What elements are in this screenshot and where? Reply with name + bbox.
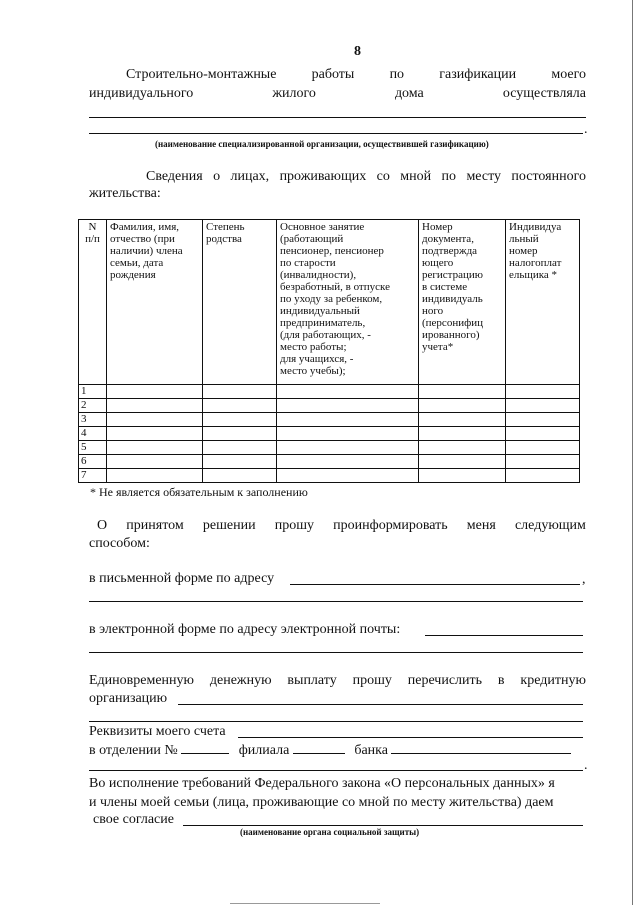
word: следующим bbox=[514, 518, 586, 533]
row-number: 6 bbox=[79, 455, 107, 469]
consent-line-1: Во исполнение требований Федерального закона «О персональных данных» я bbox=[89, 776, 555, 791]
word: прошу bbox=[352, 673, 392, 688]
word: со bbox=[376, 169, 390, 184]
cell-full-name[interactable] bbox=[107, 441, 203, 455]
column-header-full-name: Фамилия, имя, отчество (при наличии) члена семьи, дата рождения bbox=[107, 220, 203, 385]
scan-bottom-line bbox=[230, 903, 380, 904]
filial-label: филиала bbox=[238, 743, 290, 758]
payment-line-2: организацию bbox=[89, 691, 168, 706]
column-header-inn: Индивидуа льный номер налогоплат ельщика * bbox=[506, 220, 580, 385]
row-number: 3 bbox=[79, 413, 107, 427]
word: лицах, bbox=[230, 169, 270, 184]
word: в bbox=[497, 673, 505, 688]
cell-occupation[interactable] bbox=[277, 399, 419, 413]
table-row bbox=[79, 413, 580, 427]
cell-inn[interactable] bbox=[506, 455, 580, 469]
credit-organization-field[interactable] bbox=[178, 704, 583, 705]
cell-occupation[interactable] bbox=[277, 469, 419, 483]
cell-relationship[interactable] bbox=[203, 455, 277, 469]
word: осуществляла bbox=[502, 86, 586, 101]
cell-inn[interactable] bbox=[506, 427, 580, 441]
column-header-relationship: Степень родства bbox=[203, 220, 277, 385]
word: меня bbox=[466, 518, 496, 533]
cell-document[interactable] bbox=[419, 427, 506, 441]
word: проживающих bbox=[279, 169, 367, 184]
word: жилого bbox=[272, 86, 316, 101]
notification-line-1 bbox=[97, 518, 586, 534]
word: дома bbox=[394, 86, 424, 101]
column-header-number: N п/п bbox=[79, 220, 107, 385]
cell-full-name[interactable] bbox=[107, 385, 203, 399]
cell-full-name[interactable] bbox=[107, 455, 203, 469]
word: проинформировать bbox=[333, 518, 448, 533]
bank-label: банка bbox=[354, 743, 388, 758]
bank-details-field-2[interactable] bbox=[89, 770, 583, 771]
word: по bbox=[389, 67, 405, 82]
row-number: 5 bbox=[79, 441, 107, 455]
word: решении bbox=[202, 518, 256, 533]
cell-relationship[interactable] bbox=[203, 469, 277, 483]
cell-document[interactable] bbox=[419, 399, 506, 413]
written-address-label: в письменной форме по адресу bbox=[89, 571, 275, 586]
residents-heading-line-2: жительства: bbox=[89, 186, 161, 201]
word: О bbox=[97, 518, 108, 533]
cell-occupation[interactable] bbox=[277, 441, 419, 455]
word: Сведения bbox=[146, 169, 203, 184]
comma-mark: , bbox=[582, 572, 586, 587]
word: работы bbox=[311, 67, 355, 82]
word: моего bbox=[551, 67, 586, 82]
word: выплату bbox=[287, 673, 337, 688]
table-footnote: * Не является обязательным к заполнению bbox=[90, 485, 308, 499]
table-row bbox=[79, 469, 580, 483]
cell-full-name[interactable] bbox=[107, 427, 203, 441]
payment-line-1 bbox=[89, 673, 586, 689]
word: мной bbox=[400, 169, 432, 184]
cell-inn[interactable] bbox=[506, 399, 580, 413]
table-row bbox=[79, 399, 580, 413]
branch-label: в отделении № bbox=[89, 743, 178, 758]
word: перечислить bbox=[407, 673, 483, 688]
cell-inn[interactable] bbox=[506, 441, 580, 455]
scan-edge-line bbox=[632, 0, 633, 905]
email-field-2[interactable] bbox=[89, 652, 583, 653]
consent-line-2: и члены моей семьи (лица, проживающие со мной по месту жительства) даем bbox=[89, 795, 554, 810]
cell-document[interactable] bbox=[419, 413, 506, 427]
period-mark: . bbox=[584, 758, 588, 773]
word: кредитную bbox=[520, 673, 586, 688]
word: Единовременную bbox=[89, 673, 194, 688]
cell-occupation[interactable] bbox=[277, 455, 419, 469]
cell-relationship[interactable] bbox=[203, 385, 277, 399]
word: Строительно-монтажные bbox=[126, 67, 277, 82]
cell-full-name[interactable] bbox=[107, 413, 203, 427]
page-number: 8 bbox=[354, 44, 361, 59]
table-row bbox=[79, 455, 580, 469]
word: по bbox=[441, 169, 457, 184]
cell-inn[interactable] bbox=[506, 385, 580, 399]
row-number: 2 bbox=[79, 399, 107, 413]
cell-occupation[interactable] bbox=[277, 413, 419, 427]
word: принятом bbox=[126, 518, 184, 533]
word: индивидуального bbox=[89, 86, 194, 101]
cell-full-name[interactable] bbox=[107, 469, 203, 483]
organization-caption: (наименование специализированной организации, осуществившей газификацию) bbox=[155, 139, 489, 149]
cell-relationship[interactable] bbox=[203, 413, 277, 427]
gasification-line-1 bbox=[126, 67, 586, 83]
row-number: 7 bbox=[79, 469, 107, 483]
row-number: 4 bbox=[79, 427, 107, 441]
cell-relationship[interactable] bbox=[203, 399, 277, 413]
social-protection-caption: (наименование органа социальной защиты) bbox=[240, 827, 420, 837]
row-number: 1 bbox=[79, 385, 107, 399]
organization-field-line-2[interactable] bbox=[89, 133, 583, 134]
bank-field[interactable] bbox=[391, 741, 571, 754]
email-field[interactable] bbox=[425, 635, 583, 636]
table-row bbox=[79, 441, 580, 455]
organization-field-line-1[interactable] bbox=[89, 117, 586, 118]
credit-organization-field-2[interactable] bbox=[89, 721, 583, 722]
word: прошу bbox=[274, 518, 315, 533]
table-row bbox=[79, 427, 580, 441]
social-protection-organ-field[interactable] bbox=[183, 825, 583, 826]
residents-table bbox=[78, 219, 580, 483]
cell-relationship[interactable] bbox=[203, 441, 277, 455]
word: постоянного bbox=[511, 169, 586, 184]
cell-relationship[interactable] bbox=[203, 427, 277, 441]
account-field[interactable] bbox=[238, 737, 583, 738]
cell-document[interactable] bbox=[419, 385, 506, 399]
table-row bbox=[79, 385, 580, 399]
table-header-row bbox=[79, 220, 580, 385]
written-address-field-2[interactable] bbox=[89, 601, 583, 602]
gasification-line-2 bbox=[89, 86, 586, 102]
cell-inn[interactable] bbox=[506, 469, 580, 483]
column-header-document: Номер документа, подтвержда ющего регистрацию в системе индивидуаль ного (персонифиц ированного) учета* bbox=[419, 220, 506, 385]
word: газификации bbox=[439, 67, 517, 82]
branch-number-field[interactable] bbox=[181, 741, 229, 754]
branch-row bbox=[89, 741, 571, 759]
word: денежную bbox=[209, 673, 272, 688]
cell-document[interactable] bbox=[419, 441, 506, 455]
filial-field[interactable] bbox=[293, 741, 345, 754]
account-label: Реквизиты моего счета bbox=[89, 724, 226, 739]
written-address-field[interactable] bbox=[290, 584, 580, 585]
email-label: в электронной форме по адресу электронной почты: bbox=[89, 622, 401, 637]
word: месту bbox=[466, 169, 502, 184]
period-mark: . bbox=[584, 122, 588, 137]
consent-line-3: свое согласие bbox=[93, 812, 174, 827]
cell-occupation[interactable] bbox=[277, 385, 419, 399]
cell-occupation[interactable] bbox=[277, 427, 419, 441]
cell-document[interactable] bbox=[419, 469, 506, 483]
column-header-occupation: Основное занятие (работающий пенсионер, пенсионер по старости (инвалидности), безработный, в отпуске по уходу за ребенком, индивидуальный предприниматель, (для работающих, - место работы; для учащихся, - место учебы); bbox=[277, 220, 419, 385]
notification-line-2: способом: bbox=[89, 536, 150, 551]
cell-inn[interactable] bbox=[506, 413, 580, 427]
cell-full-name[interactable] bbox=[107, 399, 203, 413]
residents-heading-line-1 bbox=[146, 169, 586, 185]
cell-document[interactable] bbox=[419, 455, 506, 469]
word: о bbox=[213, 169, 221, 184]
